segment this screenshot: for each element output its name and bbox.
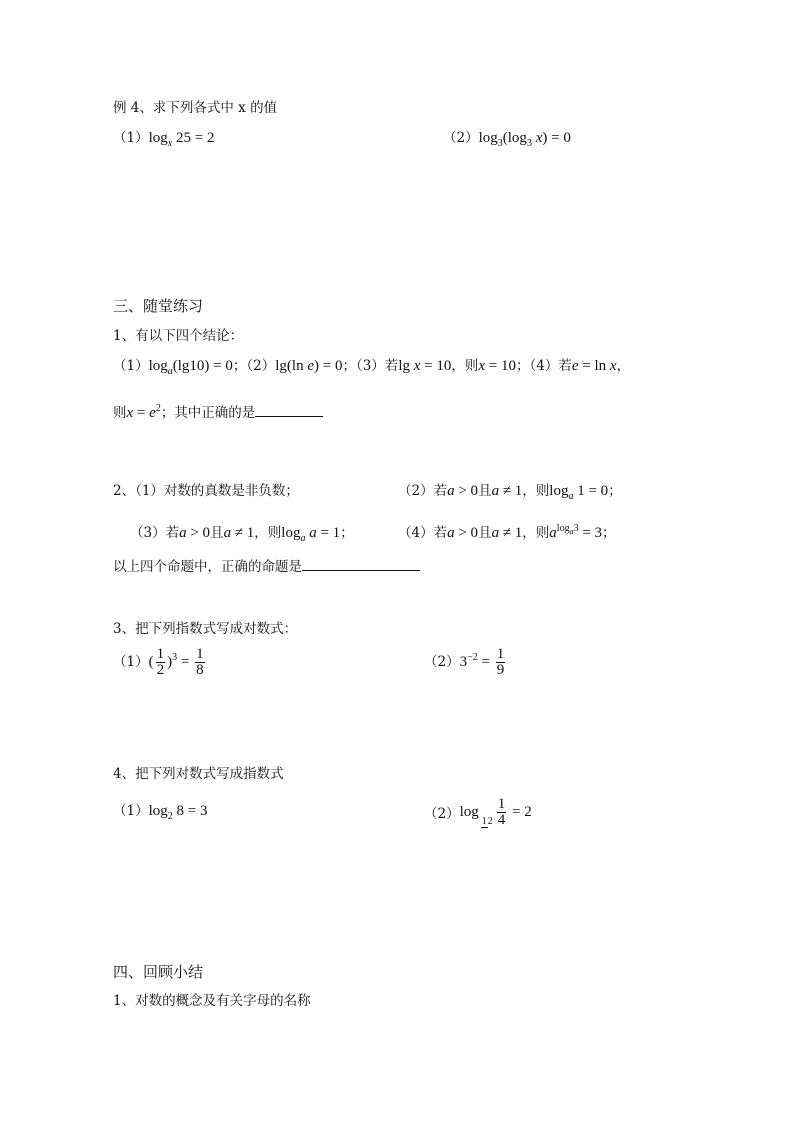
math-expression: $\log_a(\lg 10) = 0$ — [148, 358, 233, 377]
math-expression: a > 0 — [447, 525, 479, 541]
text-fragment: ； — [608, 483, 622, 499]
text-fragment: ； — [340, 525, 354, 541]
text-fragment: （2）若 — [398, 483, 448, 499]
problem-label: （2） — [424, 654, 460, 670]
text-fragment: 以上四个命题中，正确的命题是 — [113, 559, 302, 575]
text-fragment: ；（3）若 — [342, 358, 399, 374]
q2-statement-4 — [398, 524, 616, 542]
problem-label: （2） — [443, 130, 479, 146]
example4-problem-2 — [443, 129, 571, 147]
text-fragment: 则 — [113, 405, 127, 421]
q4-problem-1 — [113, 802, 207, 820]
q4-intro: 4、把下列对数式写成指数式 — [113, 766, 284, 782]
answer-blank[interactable] — [255, 402, 323, 417]
text-fragment: ；（2） — [232, 358, 276, 374]
example4-title: 例 4、求下列各式中 x 的值 — [113, 100, 278, 116]
text-fragment: ；（4）若 — [516, 358, 572, 374]
q2-statement-1: 2、（1）对数的真数是非负数； — [113, 483, 299, 499]
text-fragment: ，则 — [522, 483, 550, 499]
summary-item-1: 1、对数的概念及有关字母的名称 — [113, 993, 311, 1009]
math-expression: a > 0 — [447, 483, 479, 499]
text-fragment: （4）若 — [398, 525, 448, 541]
math-expression: $\log_3(\log_3$ x) = 0 — [478, 130, 571, 149]
example4-problem-1 — [113, 129, 214, 147]
math-expression: a ≠ 1 — [491, 483, 523, 499]
text-fragment: ； — [602, 525, 616, 541]
problem-label: （2） — [424, 806, 460, 822]
section4-heading: 四、回顾小结 — [113, 963, 204, 981]
text-fragment: 且 — [478, 483, 492, 499]
text-fragment: ，则 — [254, 525, 282, 541]
q2-summary — [113, 556, 420, 576]
q2-statement-2 — [398, 482, 622, 500]
math-expression: e = ln x — [571, 358, 617, 374]
q3-problem-2 — [424, 644, 507, 680]
problem-label: （1） — [113, 130, 149, 146]
q1-conclusion-line — [113, 402, 323, 422]
math-expression: $\log_a a = 1$ — [281, 525, 341, 544]
text-fragment: 且 — [478, 525, 492, 541]
problem-label: （1） — [113, 654, 149, 670]
text-fragment: ；其中正确的是 — [160, 405, 256, 421]
q1-statements-line — [113, 357, 630, 375]
q1-intro: 1、有以下四个结论： — [113, 328, 244, 344]
math-expression: a > 0 — [179, 525, 211, 541]
math-expression: ( $\frac{1}{2}$ )$^3$ = $\frac{1}{8}$ — [148, 645, 204, 678]
math-expression: a ≠ 1 — [223, 525, 255, 541]
q4-problem-2 — [424, 794, 532, 834]
text-fragment: （1） — [113, 358, 149, 374]
math-expression: lg x = 10 — [398, 358, 452, 374]
text-fragment: ， — [616, 358, 631, 374]
math-expression: $\log_a 1 = 0$ — [549, 483, 609, 502]
math-expression: a ≠ 1 — [491, 525, 523, 541]
math-expression: $x = e^2$ — [126, 403, 161, 421]
problem-label: （1） — [113, 803, 149, 819]
math-expression: $a^{log_a3} = 3$ — [549, 523, 603, 541]
q3-intro: 3、把下列指数式写成对数式： — [113, 621, 298, 637]
q3-problem-1 — [113, 644, 207, 680]
text-fragment: 且 — [210, 525, 224, 541]
math-expression: $\log_2 8 = 3$ — [148, 803, 208, 822]
text-fragment: ，则 — [522, 525, 550, 541]
math-expression: $3^{-2}$ = $\frac{1}{9}$ — [459, 645, 505, 678]
section3-heading: 三、随堂练习 — [113, 297, 204, 315]
math-expression: $\log_x 25 = 2$ — [148, 130, 215, 149]
text-fragment: （3）若 — [130, 525, 180, 541]
math-expression: lg(ln e) = 0 — [275, 358, 343, 374]
q2-statement-3 — [130, 524, 354, 542]
answer-blank[interactable] — [302, 556, 420, 571]
math-expression: log12 $\frac{1}{4}$ = 2 — [459, 795, 532, 828]
text-fragment: ，则 — [451, 358, 479, 374]
math-expression: x = 10 — [478, 358, 517, 374]
